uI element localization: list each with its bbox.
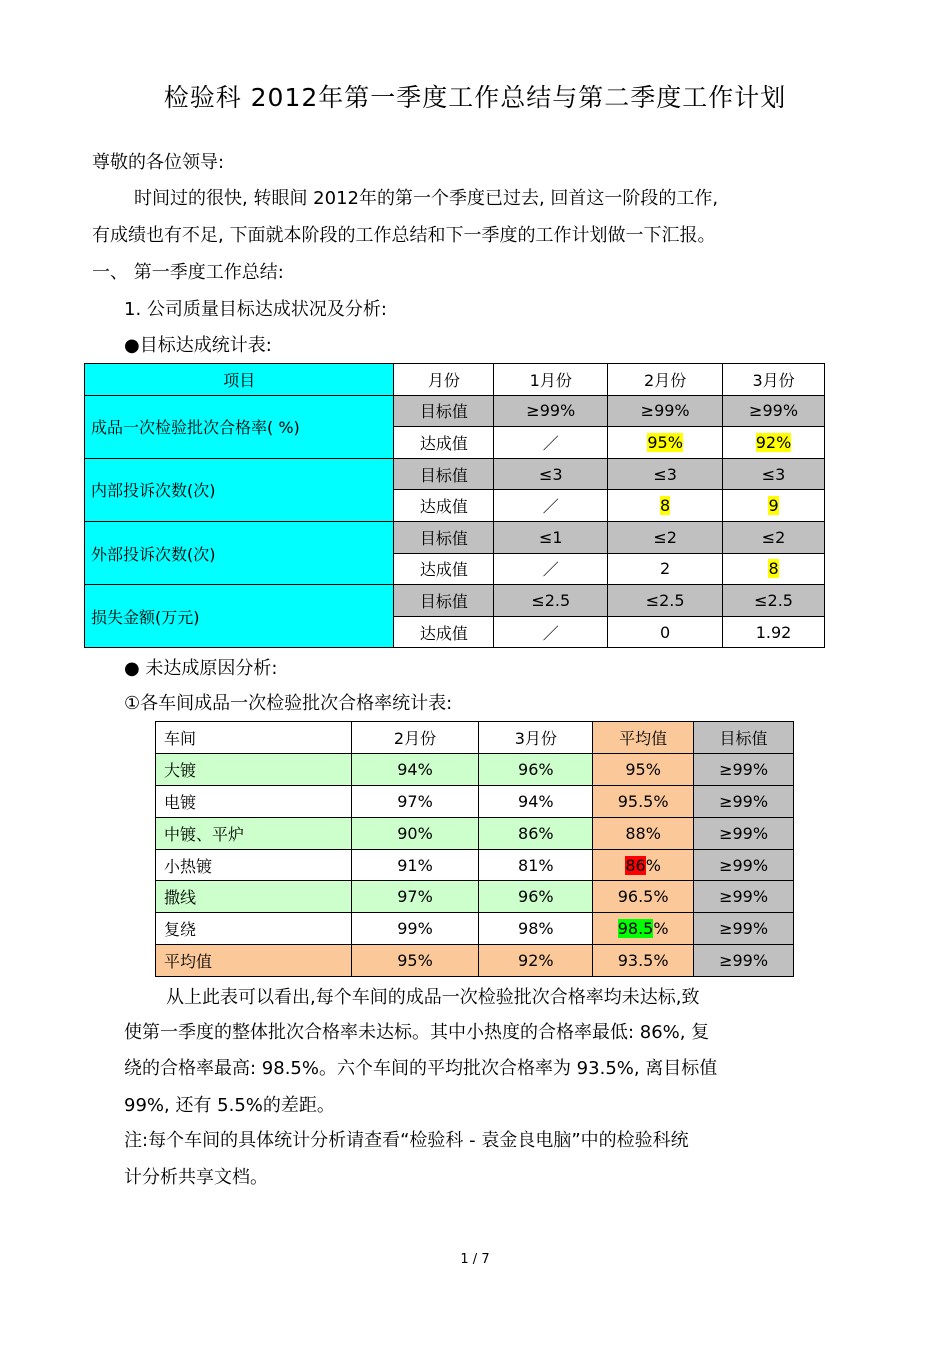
- table-header-cell: 2月份: [608, 364, 723, 396]
- target-value: ≤2.5: [608, 585, 723, 617]
- highest-highlight: 98.5: [617, 919, 654, 939]
- workshop-name: 大镀: [156, 753, 352, 785]
- highlighted-value: 9: [768, 496, 779, 516]
- section-heading-1: 一、 第一季度工作总结:: [92, 262, 284, 283]
- actual-value: ／: [494, 427, 608, 459]
- actual-label: 达成值: [394, 616, 494, 648]
- actual-value: ／: [494, 553, 608, 585]
- target-value: ≥99%: [723, 395, 825, 427]
- actual-value-cell: [608, 490, 723, 522]
- analysis-line-3: 绕的合格率最高: 98.5%。六个车间的平均批次合格率为 93.5%, 离目标值: [124, 1058, 718, 1079]
- workshop-name: 撒线: [156, 881, 352, 913]
- target-value: ≥99%: [694, 753, 794, 785]
- target-value: ≥99%: [694, 817, 794, 849]
- table-row: [85, 395, 825, 427]
- feb-value: 90%: [351, 817, 479, 849]
- target-value: ≤2: [608, 521, 723, 553]
- workshop-name: 复绕: [156, 913, 352, 945]
- target-value: ≥99%: [694, 881, 794, 913]
- mar-value: 81%: [479, 849, 593, 881]
- target-value: ≥99%: [694, 785, 794, 817]
- target-value: ≥99%: [694, 945, 794, 977]
- percent-sign: %: [645, 855, 661, 875]
- note-line-1: 注:每个车间的具体统计分析请查看“检验科 - 袁金良电脑”中的检验科统: [124, 1130, 689, 1151]
- target-value: ≤2.5: [494, 585, 608, 617]
- actual-value: ／: [494, 490, 608, 522]
- target-value: ≤2.5: [723, 585, 825, 617]
- avg-value: 93.5%: [593, 945, 694, 977]
- workshop-name: 平均值: [156, 945, 352, 977]
- target-value: ≥99%: [494, 395, 608, 427]
- feb-value: 94%: [351, 753, 479, 785]
- actual-label: 达成值: [394, 490, 494, 522]
- actual-value-cell: [608, 427, 723, 459]
- table-row: [156, 913, 794, 945]
- feb-value: 97%: [351, 785, 479, 817]
- table-header-cell: 3月份: [479, 722, 593, 754]
- subheading-workshop-table: ①各车间成品一次检验批次合格率统计表:: [124, 693, 453, 714]
- feb-value: 95%: [351, 945, 479, 977]
- feb-value: 99%: [351, 913, 479, 945]
- avg-value: 88%: [593, 817, 694, 849]
- table-row: [156, 817, 794, 849]
- mar-value: 98%: [479, 913, 593, 945]
- mar-value: 94%: [479, 785, 593, 817]
- mar-value: 86%: [479, 817, 593, 849]
- highlighted-value: 95%: [647, 432, 683, 452]
- note-line-2: 计分析共享文档。: [124, 1167, 268, 1188]
- avg-value-cell: [593, 913, 694, 945]
- table-row: [156, 785, 794, 817]
- target-value: ≤3: [723, 458, 825, 490]
- highlighted-value: 8: [660, 496, 671, 516]
- table-row: [85, 585, 825, 617]
- table-header-row: [156, 722, 794, 754]
- goal-achievement-table: [84, 363, 825, 648]
- avg-value: 95.5%: [593, 785, 694, 817]
- workshop-name: 小热镀: [156, 849, 352, 881]
- target-label: 目标值: [394, 458, 494, 490]
- item-label: 成品一次检验批次合格率( %): [85, 395, 394, 458]
- target-label: 目标值: [394, 521, 494, 553]
- bullet-unmet-analysis: ● 未达成原因分析:: [124, 658, 278, 679]
- analysis-line-4: 99%, 还有 5.5%的差距。: [124, 1095, 335, 1116]
- target-value: ≤1: [494, 521, 608, 553]
- intro-paragraph-line-2: 有成绩也有不足, 下面就本阶段的工作总结和下一季度的工作计划做一下汇报。: [92, 225, 716, 246]
- table-row: [85, 521, 825, 553]
- workshop-name: 电镀: [156, 785, 352, 817]
- percent-sign: %: [653, 919, 669, 939]
- mar-value: 96%: [479, 753, 593, 785]
- page-number: 1 / 7: [460, 1252, 490, 1267]
- target-value: ≥99%: [608, 395, 723, 427]
- actual-value-cell: [723, 427, 825, 459]
- workshop-pass-rate-table: [155, 721, 794, 977]
- table-header-cell: 1月份: [494, 364, 608, 396]
- subheading-quality-goals: 1. 公司质量目标达成状况及分析:: [124, 299, 387, 320]
- lowest-highlight: 86: [625, 855, 646, 875]
- table-header-cell: 项目: [85, 364, 394, 396]
- table-header-cell: 车间: [156, 722, 352, 754]
- intro-paragraph-line-1: 时间过的很快, 转眼间 2012年的第一个季度已过去, 回首这一阶段的工作,: [134, 188, 719, 209]
- actual-value-cell: [723, 490, 825, 522]
- target-label: 目标值: [394, 585, 494, 617]
- table-row: [156, 945, 794, 977]
- target-value: ≤2: [723, 521, 825, 553]
- item-label: 外部投诉次数(次): [85, 521, 394, 584]
- target-value: ≤3: [608, 458, 723, 490]
- table-row: [85, 458, 825, 490]
- item-label: 内部投诉次数(次): [85, 458, 394, 521]
- greeting: 尊敬的各位领导:: [92, 152, 225, 173]
- mar-value: 96%: [479, 881, 593, 913]
- bullet-goal-table: ●目标达成统计表:: [124, 335, 272, 356]
- actual-value: 0: [608, 616, 723, 648]
- target-value: ≥99%: [694, 913, 794, 945]
- highlighted-value: 8: [768, 559, 779, 579]
- actual-value: ／: [494, 616, 608, 648]
- feb-value: 97%: [351, 881, 479, 913]
- document-title: 检验科 2012年第一季度工作总结与第二季度工作计划: [163, 83, 787, 112]
- actual-value-cell: [723, 553, 825, 585]
- actual-value: 1.92: [723, 616, 825, 648]
- item-label: 损失金额(万元): [85, 585, 394, 648]
- table-header-row: [85, 364, 825, 396]
- analysis-line-1: 从上此表可以看出,每个车间的成品一次检验批次合格率均未达标,致: [166, 987, 700, 1008]
- table-row: [156, 753, 794, 785]
- workshop-name: 中镀、平炉: [156, 817, 352, 849]
- avg-value-cell: [593, 849, 694, 881]
- highlighted-value: 92%: [755, 432, 792, 452]
- analysis-line-2: 使第一季度的整体批次合格率未达标。其中小热度的合格率最低: 86%, 复: [124, 1022, 710, 1043]
- mar-value: 92%: [479, 945, 593, 977]
- table-header-cell: 目标值: [694, 722, 794, 754]
- table-row: [156, 881, 794, 913]
- avg-value: 96.5%: [593, 881, 694, 913]
- actual-label: 达成值: [394, 427, 494, 459]
- avg-value: 95%: [593, 753, 694, 785]
- actual-label: 达成值: [394, 553, 494, 585]
- target-value: ≤3: [494, 458, 608, 490]
- actual-value: 2: [608, 553, 723, 585]
- table-header-cell: 月份: [394, 364, 494, 396]
- table-header-cell: 3月份: [723, 364, 825, 396]
- target-value: ≥99%: [694, 849, 794, 881]
- table-header-cell: 2月份: [351, 722, 479, 754]
- table-row: [156, 849, 794, 881]
- feb-value: 91%: [351, 849, 479, 881]
- target-label: 目标值: [394, 395, 494, 427]
- table-header-cell: 平均值: [593, 722, 694, 754]
